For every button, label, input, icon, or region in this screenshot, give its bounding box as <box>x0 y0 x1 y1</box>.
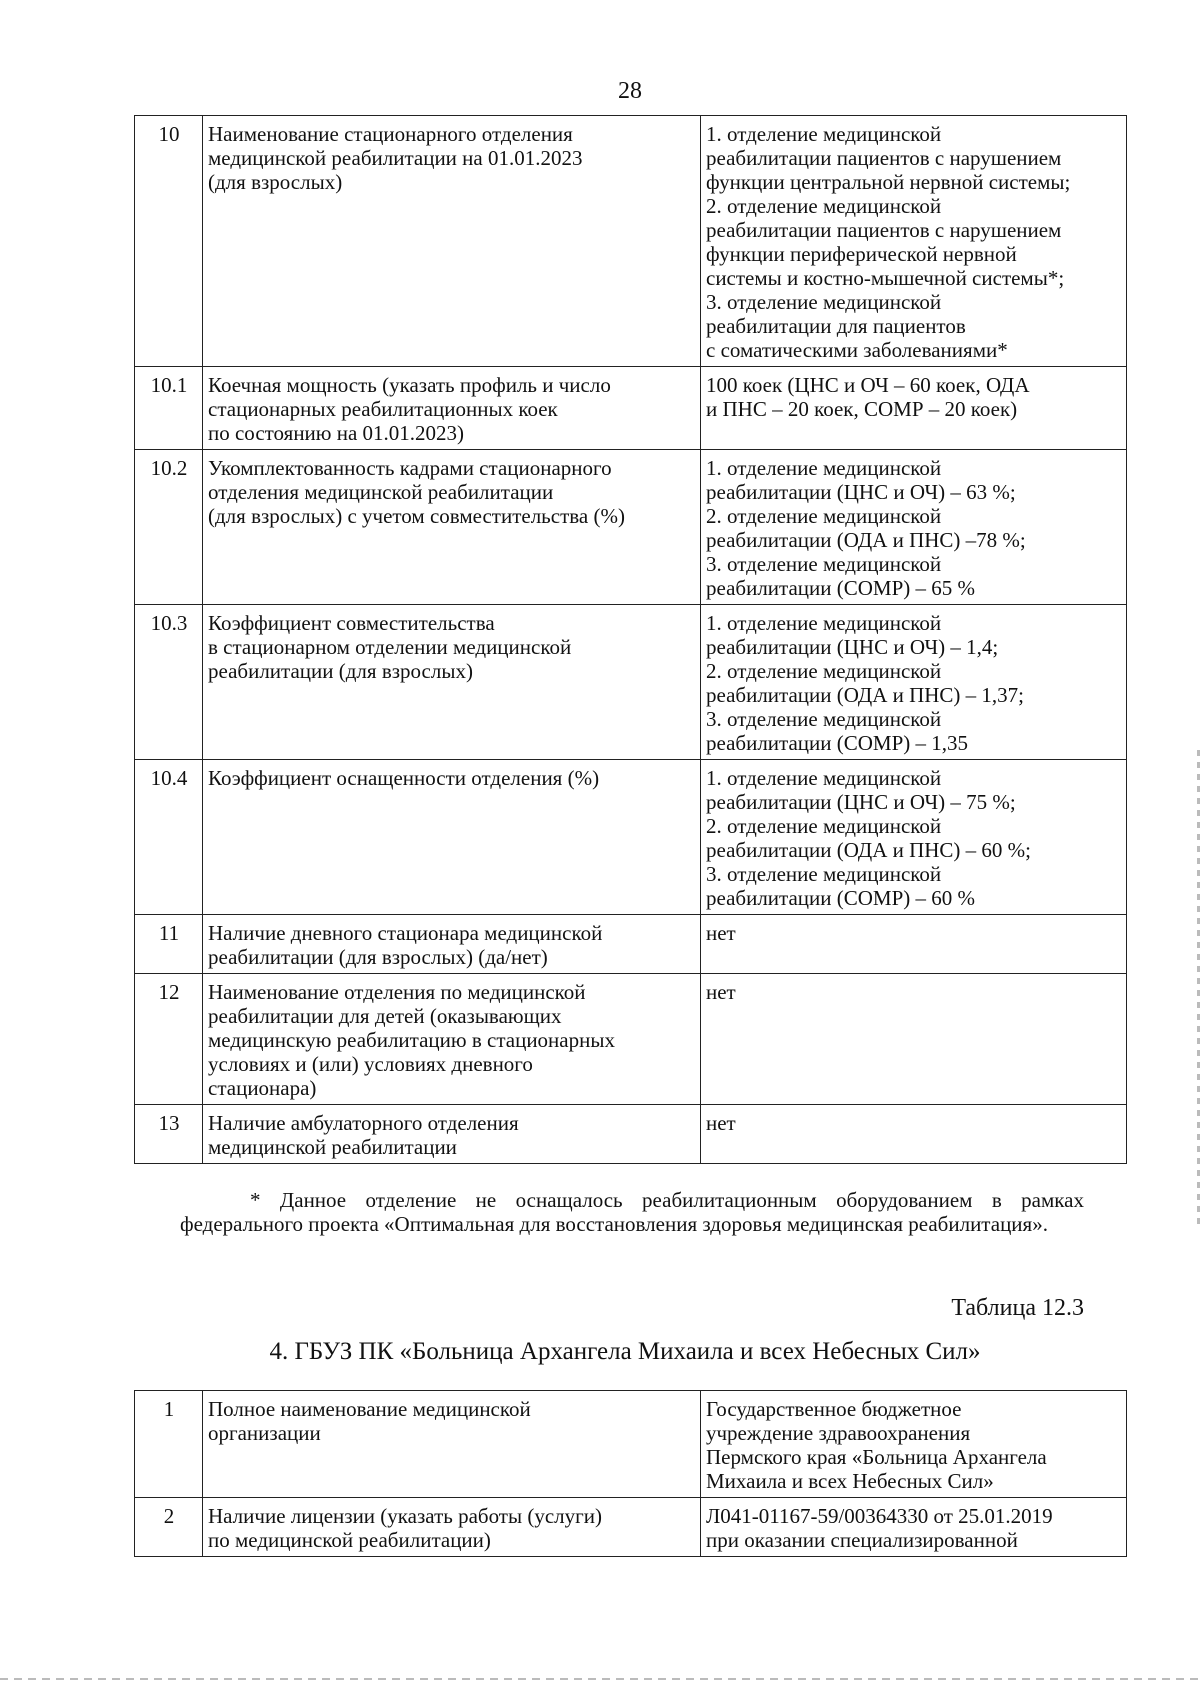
table-row <box>135 116 1127 367</box>
row-number-cell: 1 <box>135 1391 203 1498</box>
footnote: * Данное отделение не оснащалось реабилитационным оборудованием в рамках федерального проекта «Оптимальная для восстановления здоровья медицинская реабилитация». <box>180 1188 1084 1236</box>
parameter-cell: Полное наименование медицинской организации <box>203 1391 701 1498</box>
organization-heading: 4. ГБУЗ ПК «Больница Архангела Михаила и всех Небесных Сил» <box>269 1338 981 1365</box>
table-row <box>135 1105 1127 1164</box>
parameter-cell: Наименование стационарного отделения медицинской реабилитации на 01.01.2023 (для взрослых) <box>203 116 701 367</box>
parameter-cell: Коэффициент совместительства в стационарном отделении медицинской реабилитации (для взрослых) <box>203 605 701 760</box>
value-cell: 1. отделение медицинской реабилитации (ЦНС и ОЧ) – 63 %; 2. отделение медицинской реабилитации (ОДА и ПНС) –78 %; 3. отделение медицинской реабилитации (СОМР) – 65 % <box>701 450 1127 605</box>
parameter-cell: Укомплектованность кадрами стационарного отделения медицинской реабилитации (для взрослых) с учетом совместительства (%) <box>203 450 701 605</box>
page-number: 28 <box>618 78 642 104</box>
row-number-cell: 10 <box>135 116 203 367</box>
rehab-info-table <box>134 115 1127 1164</box>
value-cell: Л041-01167-59/00364330 от 25.01.2019 при оказании специализированной <box>701 1498 1127 1557</box>
value-cell: нет <box>701 974 1127 1105</box>
row-number-cell: 13 <box>135 1105 203 1164</box>
table-row <box>135 974 1127 1105</box>
row-number-cell: 10.1 <box>135 367 203 450</box>
parameter-cell: Наличие лицензии (указать работы (услуги) по медицинской реабилитации) <box>203 1498 701 1557</box>
value-cell: 100 коек (ЦНС и ОЧ – 60 коек, ОДА и ПНС – 20 коек, СОМР – 20 коек) <box>701 367 1127 450</box>
scan-bottom-artifact <box>0 1678 1200 1680</box>
parameter-cell: Коэффициент оснащенности отделения (%) <box>203 760 701 915</box>
parameter-cell: Наличие амбулаторного отделения медицинской реабилитации <box>203 1105 701 1164</box>
table-row <box>135 760 1127 915</box>
row-number-cell: 12 <box>135 974 203 1105</box>
row-number-cell: 11 <box>135 915 203 974</box>
parameter-cell: Наличие дневного стационара медицинской реабилитации (для взрослых) (да/нет) <box>203 915 701 974</box>
table-row <box>135 605 1127 760</box>
table-row <box>135 1391 1127 1498</box>
table-caption: Таблица 12.3 <box>951 1295 1084 1321</box>
value-cell: нет <box>701 1105 1127 1164</box>
value-cell: 1. отделение медицинской реабилитации пациентов с нарушением функции центральной нервной системы; 2. отделение медицинской реабилитации пациентов с нарушением функции периферической нервной системы и костно-мышечной системы*; 3. отделение медицинской реабилитации для пациентов с соматическими заболеваниями* <box>701 116 1127 367</box>
organization-info-table <box>134 1390 1127 1557</box>
table-row <box>135 915 1127 974</box>
value-cell: Государственное бюджетное учреждение здравоохранения Пермского края «Больница Архангела Михаила и всех Небесных Сил» <box>701 1391 1127 1498</box>
table-row <box>135 367 1127 450</box>
table-row <box>135 450 1127 605</box>
row-number-cell: 10.2 <box>135 450 203 605</box>
parameter-cell: Коечная мощность (указать профиль и число стационарных реабилитационных коек по состоянию на 01.01.2023) <box>203 367 701 450</box>
value-cell: 1. отделение медицинской реабилитации (ЦНС и ОЧ) – 1,4; 2. отделение медицинской реабилитации (ОДА и ПНС) – 1,37; 3. отделение медицинской реабилитации (СОМР) – 1,35 <box>701 605 1127 760</box>
table-row <box>135 1498 1127 1557</box>
row-number-cell: 10.3 <box>135 605 203 760</box>
rehab-info-table-body <box>135 116 1127 1164</box>
parameter-cell: Наименование отделения по медицинской реабилитации для детей (оказывающих медицинскую реабилитацию в стационарных условиях и (или) условиях дневного стационара) <box>203 974 701 1105</box>
row-number-cell: 10.4 <box>135 760 203 915</box>
organization-info-table-body <box>135 1391 1127 1557</box>
value-cell: 1. отделение медицинской реабилитации (ЦНС и ОЧ) – 75 %; 2. отделение медицинской реабилитации (ОДА и ПНС) – 60 %; 3. отделение медицинской реабилитации (СОМР) – 60 % <box>701 760 1127 915</box>
row-number-cell: 2 <box>135 1498 203 1557</box>
value-cell: нет <box>701 915 1127 974</box>
